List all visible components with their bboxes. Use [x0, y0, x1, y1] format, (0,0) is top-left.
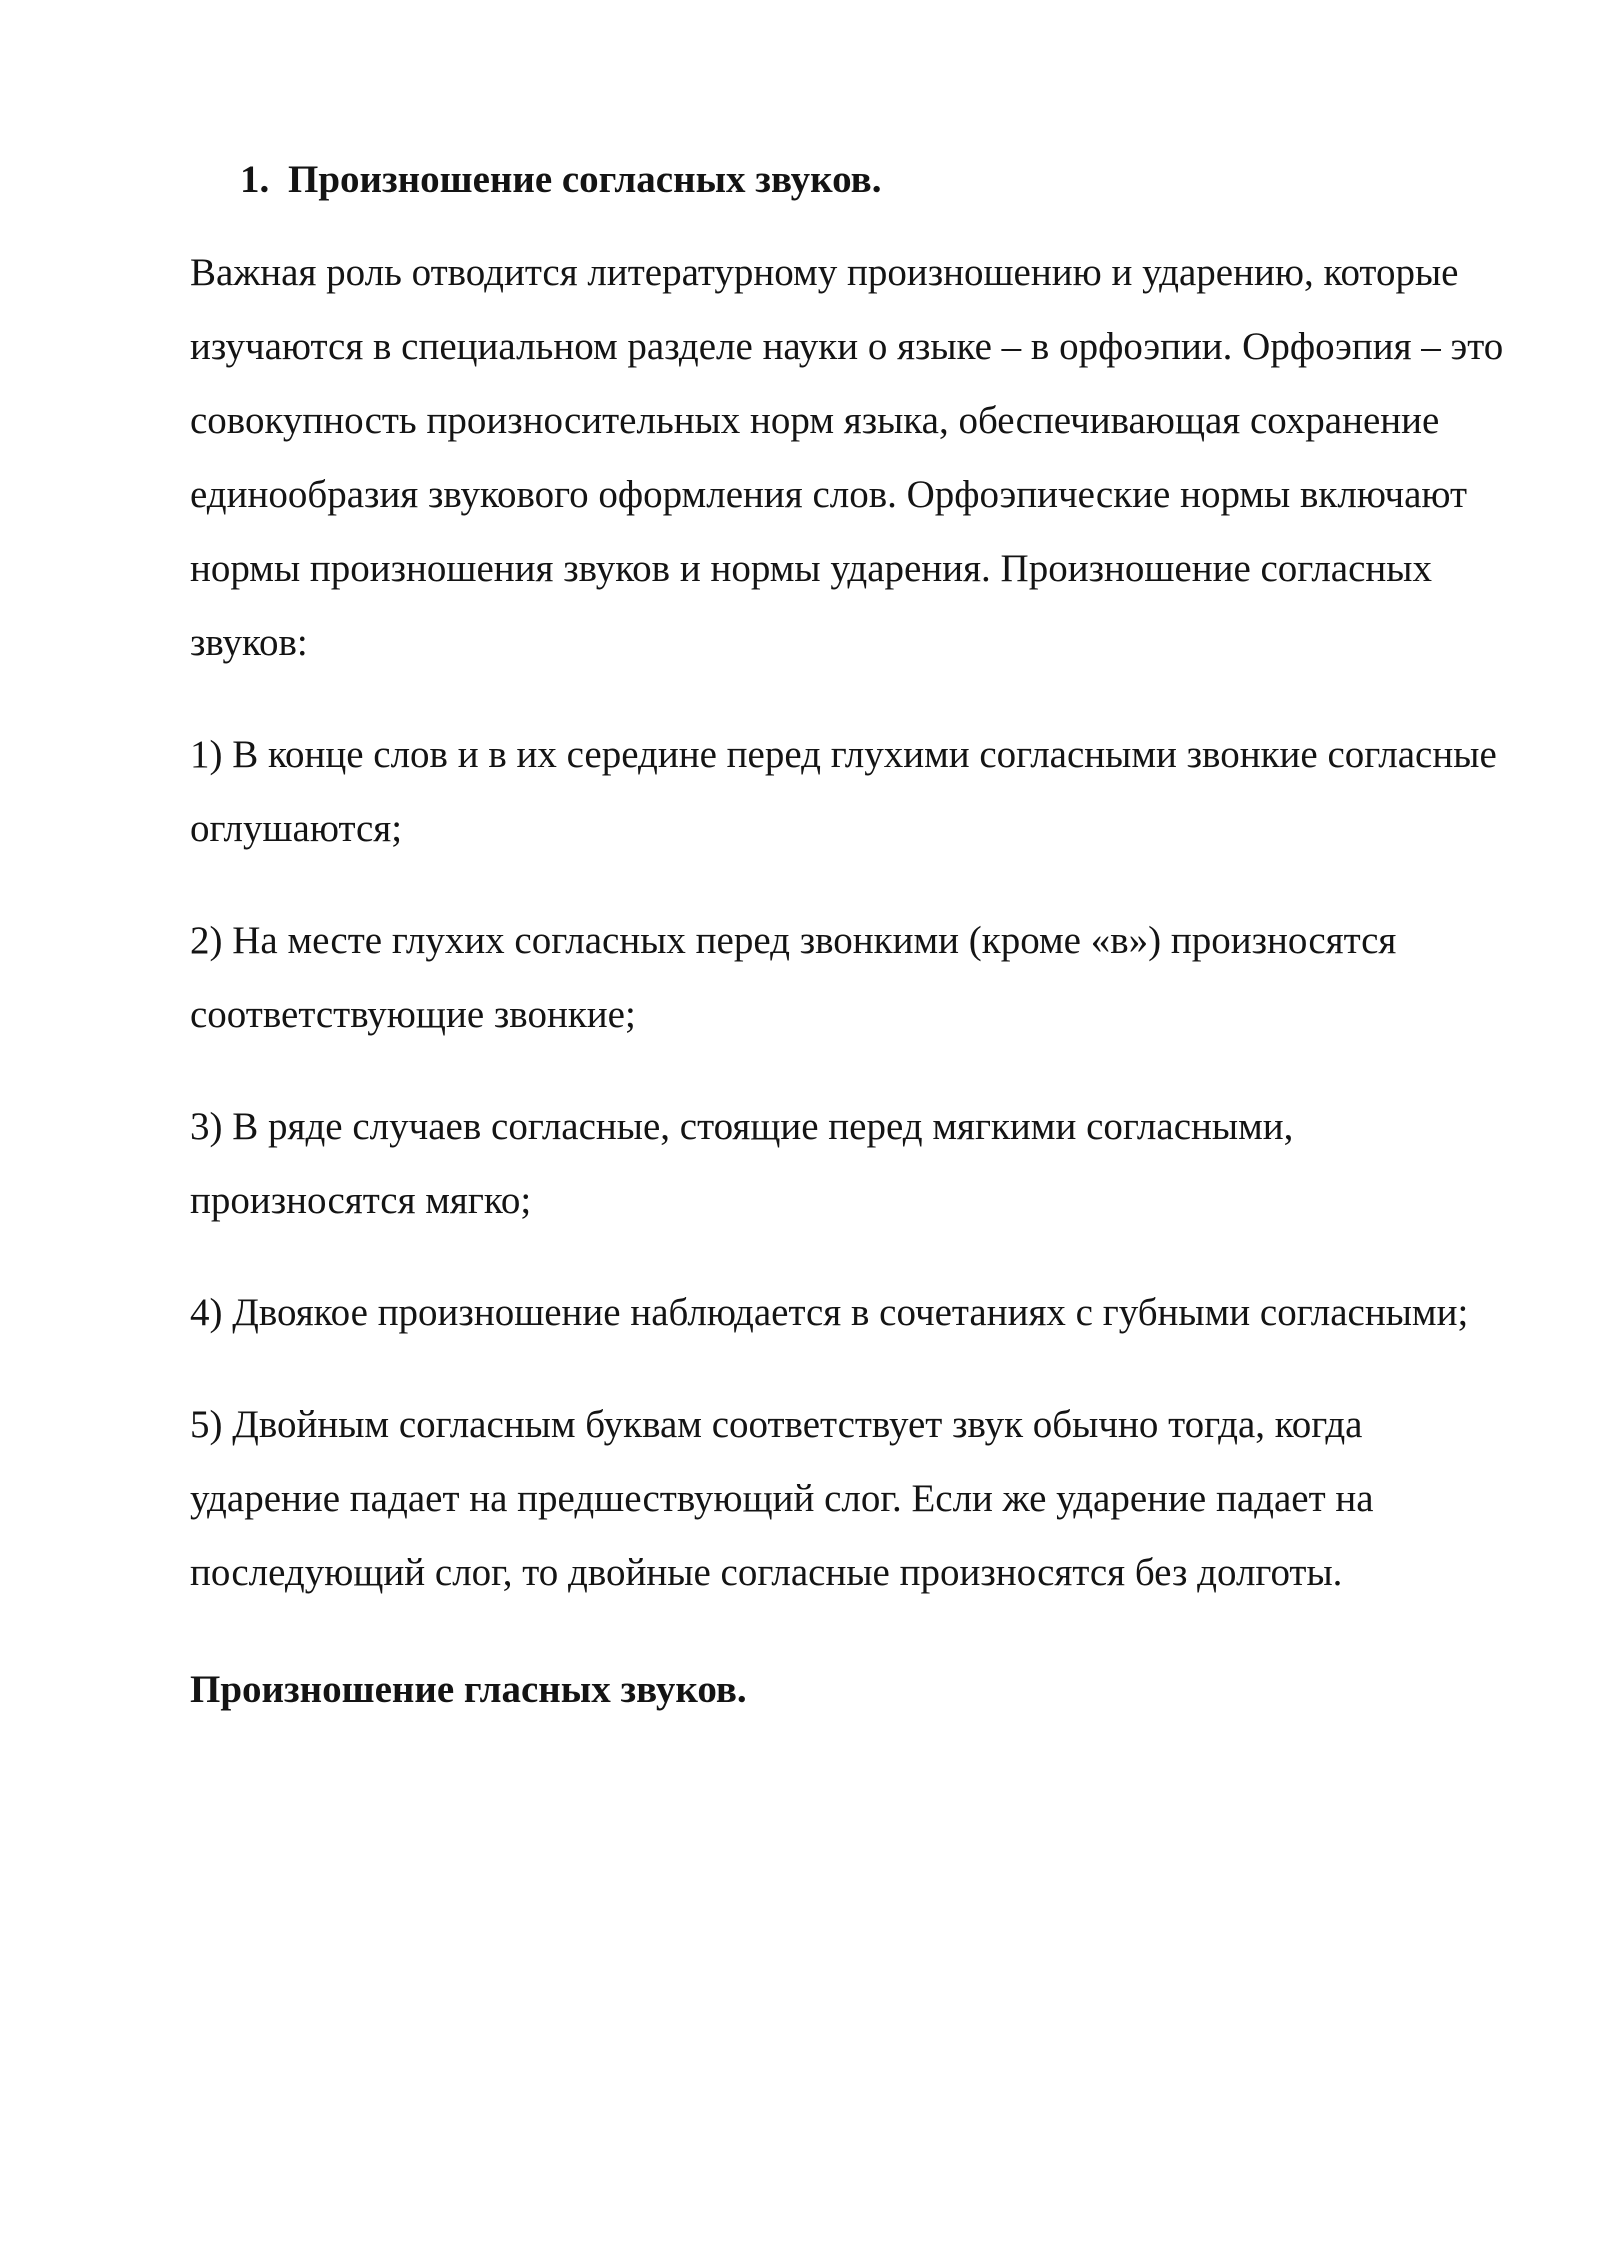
rule-item-2: 2) На месте глухих согласных перед звонкими (кроме «в») произносятся соответствующие звонкие; — [190, 919, 1397, 1036]
section-number: 1. — [240, 158, 270, 201]
rule-item-3: 3) В ряде случаев согласные, стоящие перед мягкими согласными, произносятся мягко; — [190, 1105, 1294, 1222]
section-heading-vowels: Произношение гласных звуков. — [190, 1668, 747, 1711]
intro-paragraph: Важная роль отводится литературному произношению и ударению, которые изучаются в специальном разделе науки о языке – в орфоэпии. Орфоэпия – это совокупность произносительных норм языка, обеспечивающая сохранение единообразия звукового оформления слов. Орфоэпические нормы включают нормы произношения звуков и нормы ударения. Произношение согласных звуков: — [190, 251, 1504, 664]
section-heading-consonants — [190, 150, 1510, 210]
rule-item-4: 4) Двоякое произношение наблюдается в сочетаниях с губными согласными; — [190, 1291, 1469, 1334]
rule-item-5: 5) Двойным согласным буквам соответствует звук обычно тогда, когда ударение падает на предшествующий слог. Если же ударение падает на последующий слог, то двойные согласные произносятся без долготы. — [190, 1403, 1374, 1594]
section-title: Произношение согласных звуков. — [288, 158, 882, 201]
rule-item-1: 1) В конце слов и в их середине перед глухими согласными звонкие согласные оглушаются; — [190, 733, 1497, 850]
